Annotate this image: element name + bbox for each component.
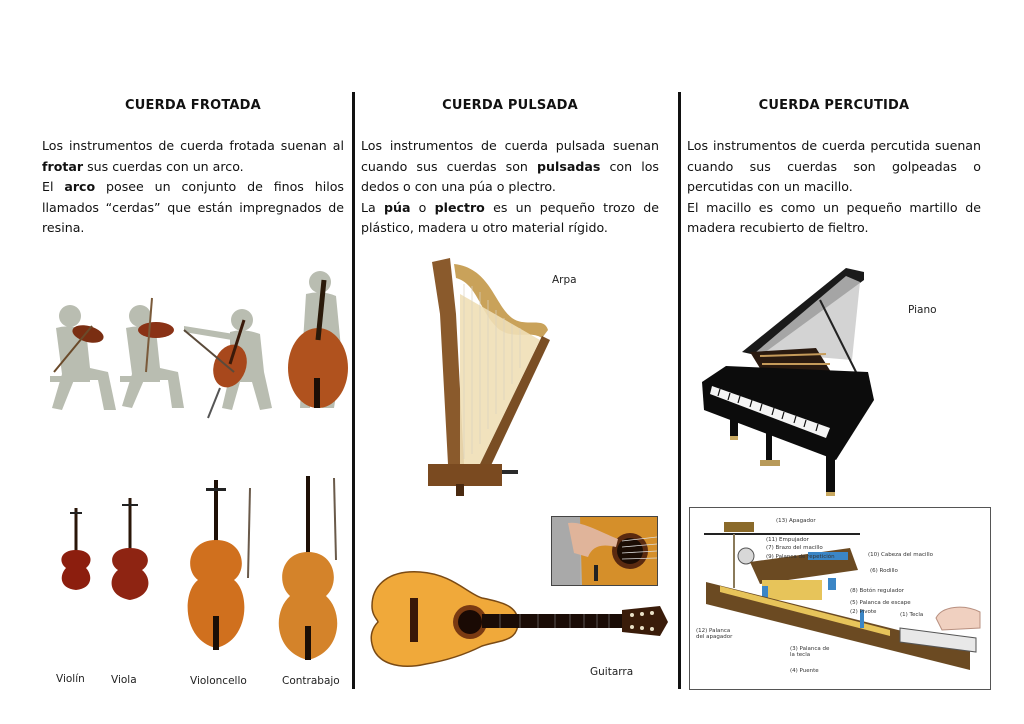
paragraph-2: El macillo es como un pequeño martillo de madera recubierto de fieltro. xyxy=(687,199,981,235)
label-piano: Piano xyxy=(908,304,937,316)
diagram-label: (13) Apagador xyxy=(776,518,816,524)
diagram-label: (12) Palanca del apagador xyxy=(696,628,733,640)
grand-piano-photo xyxy=(696,260,880,500)
diagram-label: (3) Palanca de la tecla xyxy=(790,646,830,658)
section-title: CUERDA FROTADA xyxy=(125,98,261,113)
diagram-label: (1) Tecla xyxy=(900,612,924,618)
column-divider-1 xyxy=(352,92,355,689)
diagram-label: (7) Brazo del macillo xyxy=(766,545,823,552)
paragraph-1: Los instrumentos de cuerda pulsada suenan cuando sus cuerdas son pulsadas con los dedos o con una púa o plectro. xyxy=(361,138,659,194)
column-divider-2 xyxy=(678,92,681,689)
label-arpa: Arpa xyxy=(552,274,577,286)
section-title: CUERDA PERCUTIDA xyxy=(758,98,910,113)
diagram-label: (6) Rodillo xyxy=(870,568,898,574)
label-contrabajo: Contrabajo xyxy=(282,675,340,687)
diagram-label: (4) Puente xyxy=(790,668,819,674)
section-description xyxy=(42,136,344,239)
musicians-illustration xyxy=(34,268,352,420)
paragraph-2: La púa o plectro es un pequeño trozo de plástico, madera u otro material rígido. xyxy=(361,199,659,235)
bowed-instruments-photo xyxy=(52,466,348,662)
diagram-label: (9) Palanca de repetición xyxy=(766,553,835,560)
label-guitarra: Guitarra xyxy=(590,666,634,678)
label-violoncello: Violoncello xyxy=(190,675,247,687)
label-violin: Violín xyxy=(56,673,85,685)
guitar-photo xyxy=(370,566,670,670)
diagram-label: (10) Cabeza del macillo xyxy=(868,552,933,558)
harp-photo xyxy=(420,254,560,498)
diagram-labels-top xyxy=(776,517,816,525)
label-viola: Viola xyxy=(111,674,137,686)
paragraph-2: El arco posee un conjunto de finos hilos llamados “cerdas” que están impregnados de resina. xyxy=(42,179,344,235)
diagram-label: (8) Botón regulador xyxy=(850,588,904,594)
diagram-label: (11) Empujador xyxy=(766,537,809,543)
diagram-label: (2) Pivote xyxy=(850,609,877,615)
diagram-label: (5) Palanca de escape xyxy=(850,600,911,606)
piano-action-diagram xyxy=(689,507,991,690)
paragraph-1: Los instrumentos de cuerda frotada suenan al frotar sus cuerdas con un arco. xyxy=(42,138,344,174)
diagram-labels-left xyxy=(766,536,835,561)
section-description xyxy=(361,136,659,239)
section-title: CUERDA PULSADA xyxy=(442,98,578,113)
section-description xyxy=(687,136,981,239)
paragraph-1: Los instrumentos de cuerda percutida suenan cuando sus cuerdas son golpeadas o percutidas con un macillo. xyxy=(687,138,981,194)
